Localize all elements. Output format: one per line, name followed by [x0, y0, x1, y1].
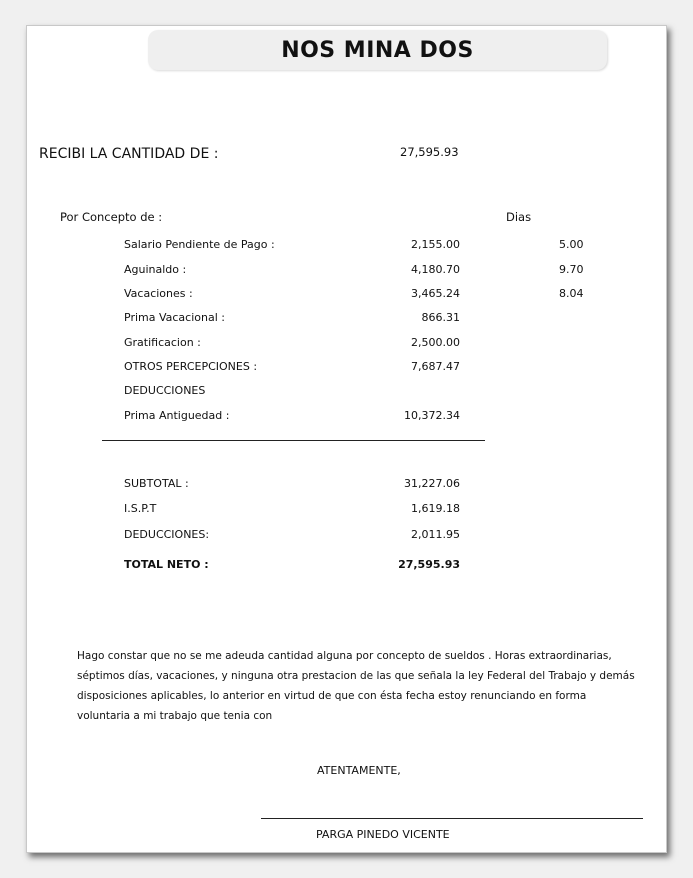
declaration-paragraph: Hago constar que no se me adeuda cantidad alguna por concepto de sueldos . Horas extraordinarias, séptimos días, vacaciones, y ninguna otra prestacion de las que señala la ley Federal del Trabajo y demás disposiciones aplicables, lo anterior en virtud de que con ésta fecha estoy renunciando en forma voluntaria a mi trabajo que tenia con	[77, 650, 635, 722]
line-item-days: 5.00	[559, 238, 584, 251]
signatory-name: PARGA PINEDO VICENTE	[316, 828, 450, 841]
net-total-label: TOTAL NETO :	[124, 558, 209, 571]
ispt-label: I.S.P.T	[124, 502, 157, 515]
line-item-label: Prima Antiguedad :	[124, 409, 230, 422]
line-item-days: 8.04	[559, 287, 584, 300]
line-item-amount: 2,155.00	[411, 238, 460, 251]
line-item-label: Aguinaldo :	[124, 263, 187, 276]
line-item-label: DEDUCCIONES	[124, 384, 206, 397]
subtotal-amount: 31,227.06	[404, 477, 460, 490]
received-label: RECIBI LA CANTIDAD DE :	[39, 146, 219, 162]
received-amount: 27,595.93	[400, 145, 459, 159]
line-item-amount: 10,372.34	[404, 409, 460, 422]
line-item-amount: 7,687.47	[411, 360, 460, 373]
line-item-amount: 3,465.24	[411, 287, 460, 300]
receipt-sheet	[26, 25, 667, 853]
company-title: NOS MINA DOS	[281, 38, 474, 63]
line-item-label: Prima Vacacional :	[124, 311, 225, 324]
closing-salutation: ATENTAMENTE,	[317, 764, 401, 777]
subtotal-label: SUBTOTAL :	[124, 477, 189, 490]
section-divider	[102, 440, 485, 441]
line-item-amount: 866.31	[421, 311, 460, 324]
line-item-amount: 2,500.00	[411, 336, 460, 349]
line-item-label: Gratificacion :	[124, 336, 201, 349]
line-item-label: Vacaciones :	[124, 287, 193, 300]
signature-line	[261, 818, 643, 819]
line-item-days: 9.70	[559, 263, 584, 276]
line-item-amount: 4,180.70	[411, 263, 460, 276]
days-header: Dias	[506, 210, 532, 224]
net-total-amount: 27,595.93	[398, 558, 460, 571]
ispt-amount: 1,619.18	[411, 502, 460, 515]
deductions-amount: 2,011.95	[411, 528, 460, 541]
deductions-label: DEDUCCIONES:	[124, 528, 210, 541]
line-item-label: OTROS PERCEPCIONES :	[124, 360, 258, 373]
concept-label: Por Concepto de :	[60, 210, 163, 224]
title-banner	[148, 30, 607, 70]
line-item-label: Salario Pendiente de Pago :	[124, 238, 275, 251]
